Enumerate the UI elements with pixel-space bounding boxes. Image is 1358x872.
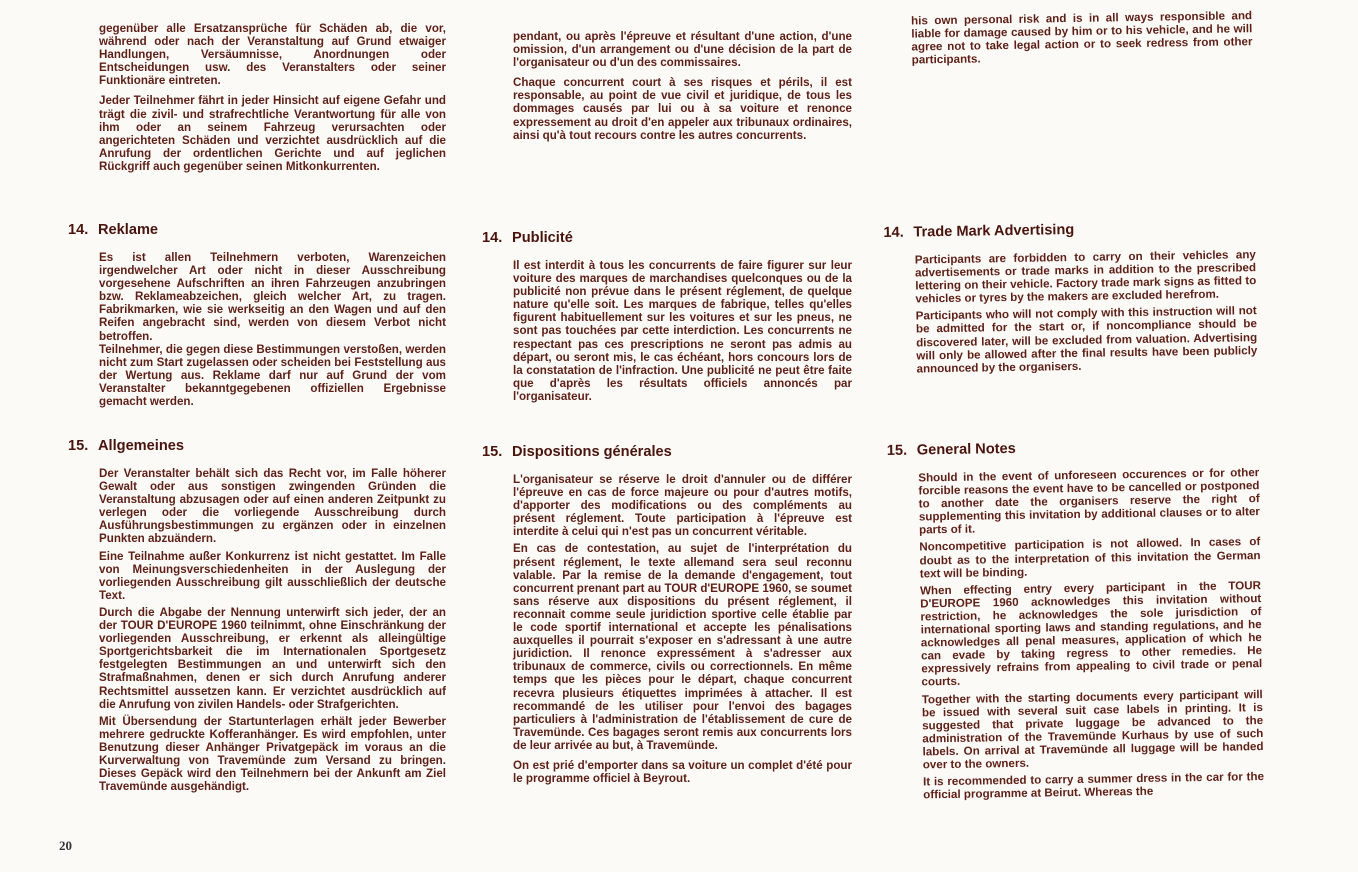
section-title: Dispositions générales bbox=[512, 444, 672, 460]
paragraph: Durch die Abgabe der Nennung unterwirft sich jeder, der an der TOUR D'EUROPE 1960 teilnimmt, ohne Einschränkung der vorliegenden Ausschreibung, er erkennt als alleingültige Sportgerichtsbarkeit die im Internationalen Sportgesetz festgelegten Bestimmungen an und unterwirft sich den Strafmaßnahmen, denen er sich durch Anrufung anderer Rechtsmittel aussetzen kann. Er verzichtet ausdrücklich auf die Anrufung von zivilen Handels- oder Strafgerichten. bbox=[99, 605, 446, 711]
section-heading bbox=[68, 222, 446, 239]
paragraph: Chaque concurrent court à ses risques et périls, il est responsable, au point de vue civil et juridique, de tous les dommages causés par lui ou à sa voiture et renonce expressement au droit d'en appeler aux tribunaux ordinaires, ainsi qu'à tout recours contre les autres concurrents. bbox=[513, 76, 852, 142]
section-title: Reklame bbox=[98, 222, 159, 238]
section-number: 15. bbox=[68, 438, 89, 454]
section-number: 14. bbox=[68, 222, 89, 238]
section-title: Allgemeines bbox=[98, 438, 184, 454]
paragraph: It is recommended to carry a summer dress in the car for the official programme at Beirut. Whereas the bbox=[922, 770, 1265, 802]
paragraph: Teilnehmer, die gegen diese Bestimmungen verstoßen, werden nicht zum Start zugelassen oder scheiden bei Feststellung aus der Wertung aus. Reklame darf nur auf Grund der vom Veranstalter bekanntgegebenen offiziellen Ergebnisse gemacht werden. bbox=[99, 342, 446, 409]
paragraph: Noncompetitive participation is not allowed. In cases of doubt as to the interpretation of this invitation the German text will be binding. bbox=[919, 535, 1261, 581]
paragraph: Es ist allen Teilnehmern verboten, Warenzeichen irgendwelcher Art oder nicht in dieser Ausschreibung vorgesehene Aufschriften an ihren Fahrzeugen anzubringen bzw. Reklameabzeichen, gleich welcher Art, zu tragen. Fabrikmarken, wie sie werkseitig an den Wagen und auf den Reifen angebracht sind, werden von diesem Verbot nicht betroffen. bbox=[99, 251, 446, 343]
paragraph: his own personal risk and is in all ways responsible and liable for damage caused by him or to his vehicle, and he will agree not to take legal action or to seek redress from other participants. bbox=[910, 9, 1253, 67]
paragraph: Jeder Teilnehmer fährt in jeder Hinsicht auf eigene Gefahr und trägt die zivil- und strafrechtliche Verantwortung für alle von ihm oder an seinem Fahrzeug verursachten oder angerichteten Schäden und verzichtet ausdrücklich auf die Anrufung der ordentlichen Gerichte und auf jeglichen Rückgriff auch gegenüber seinen Mitkonkurrenten. bbox=[99, 94, 446, 173]
paragraph: When effecting entry every participant in the TOUR D'EUROPE 1960 acknowledges this invitation without restriction, he acknowledges the sole jurisdiction of international sporting laws and standing regulations, and he acknowledges all penal measures, application of which he can evade by taking regress to other remedies. He expressively refrains from appealing to civil trade or penal courts. bbox=[919, 578, 1263, 689]
section-heading bbox=[68, 438, 446, 455]
section-heading bbox=[482, 444, 852, 461]
german-section-14 bbox=[68, 222, 446, 415]
section-number: 15. bbox=[886, 442, 908, 459]
section-heading bbox=[887, 437, 1259, 460]
paragraph: Participants are forbidden to carry on their vehicles any advertisements or trade marks in addition to the prescribed lettering on their vehicle. Factory trade mark signs as fitted to vehicles or tyres by the makers are excluded herefrom. bbox=[914, 248, 1257, 306]
section-title: Publicité bbox=[512, 230, 573, 246]
section-number: 15. bbox=[482, 444, 503, 460]
paragraph: Eine Teilnahme außer Konkurrenz ist nicht gestattet. Im Falle von Meinungsverschiedenheiten in der Auslegung der vorliegenden Ausschreibung gilt ausschließlich der deutsche Text. bbox=[99, 549, 446, 602]
french-section-15 bbox=[482, 444, 852, 792]
german-intro bbox=[68, 22, 446, 180]
english-section-15 bbox=[887, 437, 1265, 809]
french-section-14 bbox=[482, 230, 852, 410]
english-column bbox=[880, 9, 1265, 802]
section-heading bbox=[883, 219, 1255, 242]
paragraph: gegenüber alle Ersatzansprüche für Schäden ab, die vor, während oder nach der Veranstaltung auf Grund etwaiger Handlungen, Versäumnisse, Anordnungen oder Entscheidungen usw. des Veranstalters oder seiner Funktionäre eintreten. bbox=[99, 22, 446, 88]
section-title: General Notes bbox=[916, 440, 1016, 459]
section-title: Trade Mark Advertising bbox=[913, 221, 1075, 241]
french-intro bbox=[482, 30, 852, 149]
paragraph: Should in the event of unforeseen occurences or for other forcible reasons the event have to be cancelled or postponed to another date the organisers reserve the right of supplementing this invitation by additional clauses or to alter parts of it. bbox=[918, 466, 1260, 537]
paragraph: Participants who will not comply with this instruction will not be admitted for the start or, if noncompliance should be discovered later, will be excluded from valuation. Advertising will only be allowed after the final results have been publicly announced by the organisers. bbox=[915, 304, 1258, 376]
paragraph: Together with the starting documents every participant will be issued with several suit case labels in printing. It is suggested that private luggage be advanced to the administration of the Travemünde Kurhaus by use of such labels. On arrival at Travemünde all luggage will be handed over to the owners. bbox=[921, 687, 1264, 772]
page-number: 20 bbox=[59, 838, 72, 853]
paragraph: En cas de contestation, au sujet de l'interprétation du présent réglement, le texte allemand sera seul reconnu valable. Par la remise de la demande d'engagement, tout concurrent prenant part au TOUR d'EUROPE 1960, se soumet sans réserve aux dispositions du présent réglement, il reconnait comme seule juridiction sportive celle établie par le code sportif international et accepte les pénalisations auxquelles il pourrait s'exposer en s'adressant à une autre juridiction. Il renonce expressément à s'adresser aux tribunaux de commerce, civils ou correctionnels. En même temps que les pièces pour le départ, chaque concurrent recevra plusieurs étiquettes imprimées à attacher. Il est recommandé de les utiliser pour l'envoi des bagages particuliers à l'administration de l'établissement de cure de Travemünde. Ces bagages seront remis aux concurrents lors de leur arrivée au but, à Travemünde. bbox=[513, 542, 852, 752]
section-number: 14. bbox=[883, 224, 904, 241]
section-number: 14. bbox=[482, 230, 503, 246]
german-section-15 bbox=[68, 438, 446, 800]
english-section-14 bbox=[883, 219, 1257, 383]
section-heading bbox=[482, 230, 852, 247]
paragraph: Der Veranstalter behält sich das Recht vor, im Falle höherer Gewalt oder aus sonstigen zwingenden Gründen die Veranstaltung abzusagen oder auf einen anderen Zeitpunkt zu verlegen oder die vorliegende Ausschreibung durch Ausführungsbestimmungen zu ergänzen oder in einzelnen Punkten abzuändern. bbox=[99, 467, 446, 546]
paragraph: On est prié d'emporter dans sa voiture un complet d'été pour le programme officiel à Beyrout. bbox=[513, 758, 852, 786]
paragraph: pendant, ou après l'épreuve et résultant d'une action, d'une omission, d'un arrangement ou d'une décision de la part de l'organisateur ou d'un des commissaires. bbox=[513, 30, 852, 70]
english-intro bbox=[880, 9, 1253, 74]
paragraph: L'organisateur se réserve le droit d'annuler ou de différer l'épreuve en cas de force majeure ou pour d'autres motifs, d'apporter des modifications ou des compléments au présent réglement. Toute participation à l'épreuve est interdite à celui qui n'est pas un concurrent véritable. bbox=[513, 473, 852, 539]
paragraph: Mit Übersendung der Startunterlagen erhält jeder Bewerber mehrere gedruckte Kofferanhänger. Es wird empfohlen, unter Benutzung dieser Anhänger Privatgepäck im voraus an die Kurverwaltung von Travemünde zum Versand zu bringen. Dieses Gepäck wird den Teilnehmern bei der Ankunft am Ziel Travemünde ausgehändigt. bbox=[99, 714, 446, 794]
paragraph: Il est interdit à tous les concurrents de faire figurer sur leur voiture des marques de marchandises quelconques ou de la publicité non prévue dans le présent réglement, de quelque nature qu'elle soit. Les marques de fabrique, telles qu'elles figurent habituellement sur les voitures et sur les pneus, ne sont pas touchées par cette interdiction. Les concurrents ne respectant pas ces prescriptions ne seront pas admis au départ, ou seront mis, le cas échéant, hors concours lors de la constatation de l'infraction. Une publicité ne peut être faite que d'après les résultats officiels annoncés par l'organisateur. bbox=[513, 259, 852, 403]
